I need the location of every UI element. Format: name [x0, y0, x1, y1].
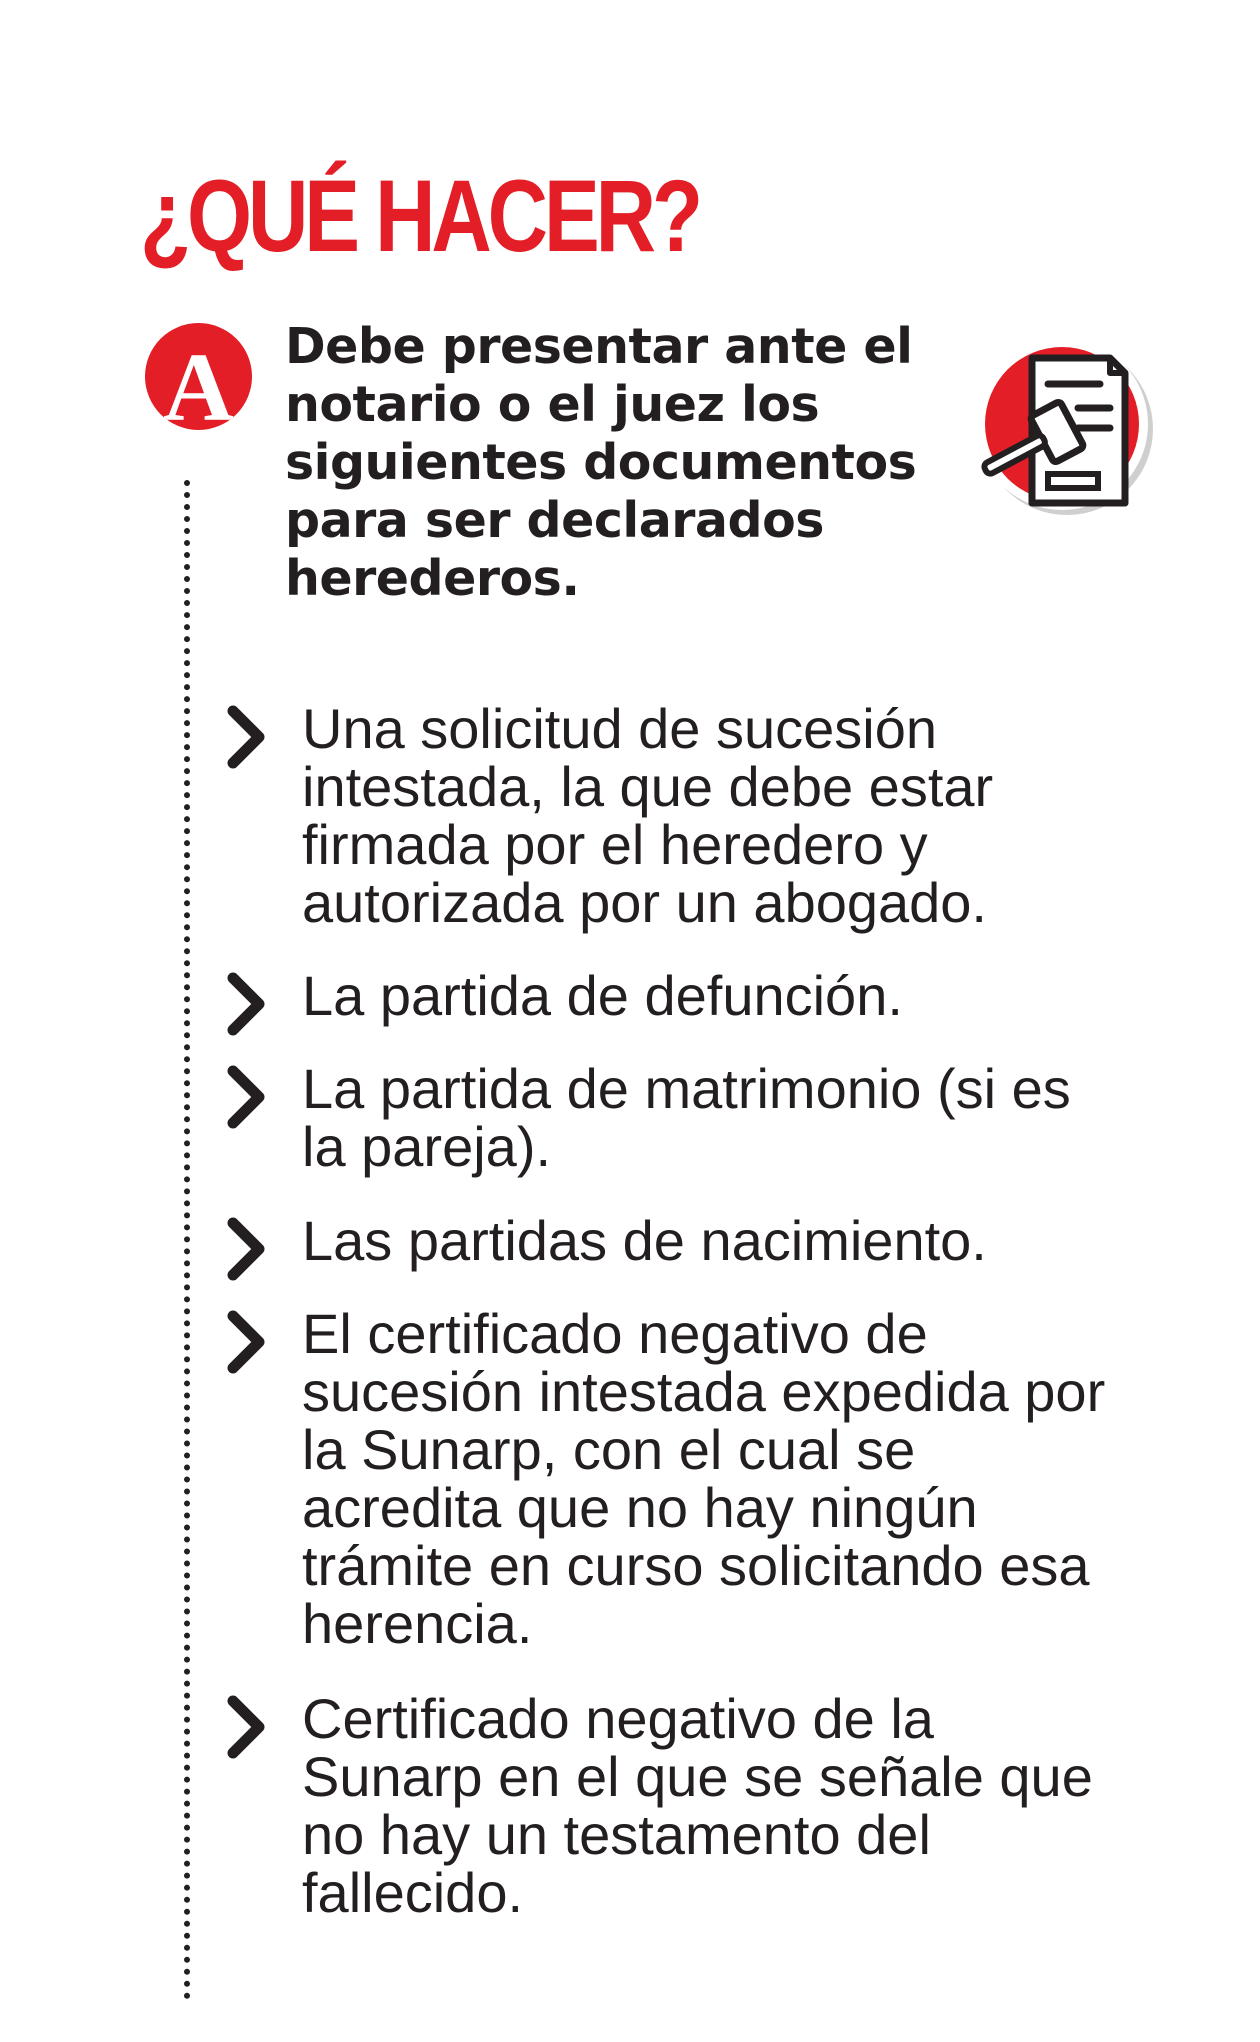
- list-item-text: La partida de matrimonio (si es la pareja).: [302, 1057, 1071, 1178]
- list-item-text: Las partidas de nacimiento.: [302, 1209, 987, 1272]
- section-badge-letter: A: [163, 334, 234, 430]
- list-item-text: El certificado negativo de sucesión intestada expedida por la Sunarp, con el cual se acredita que no hay ningún trámite en curso solicitando esa herencia.: [302, 1302, 1106, 1655]
- chevron-right-icon: [225, 1694, 267, 1760]
- chevron-right-icon: [225, 1064, 267, 1130]
- page-title: ¿QUÉ HACER?: [140, 159, 699, 273]
- chevron-right-icon: [225, 1309, 267, 1375]
- list-item-text: Una solicitud de sucesión intestada, la que debe estar firmada por el heredero y autorizada por un abogado.: [302, 697, 994, 934]
- intro-text: Debe presentar ante el notario o el juez los siguientes documentos para ser declarados herederos.: [285, 318, 917, 607]
- list-item-text: Certificado negativo de la Sunarp en el que se señale que no hay un testamento del fallecido.: [302, 1687, 1093, 1924]
- chevron-right-icon: [225, 704, 267, 770]
- chevron-right-icon: [225, 971, 267, 1037]
- list-item-text: La partida de defunción.: [302, 964, 903, 1027]
- chevron-right-icon: [225, 1216, 267, 1282]
